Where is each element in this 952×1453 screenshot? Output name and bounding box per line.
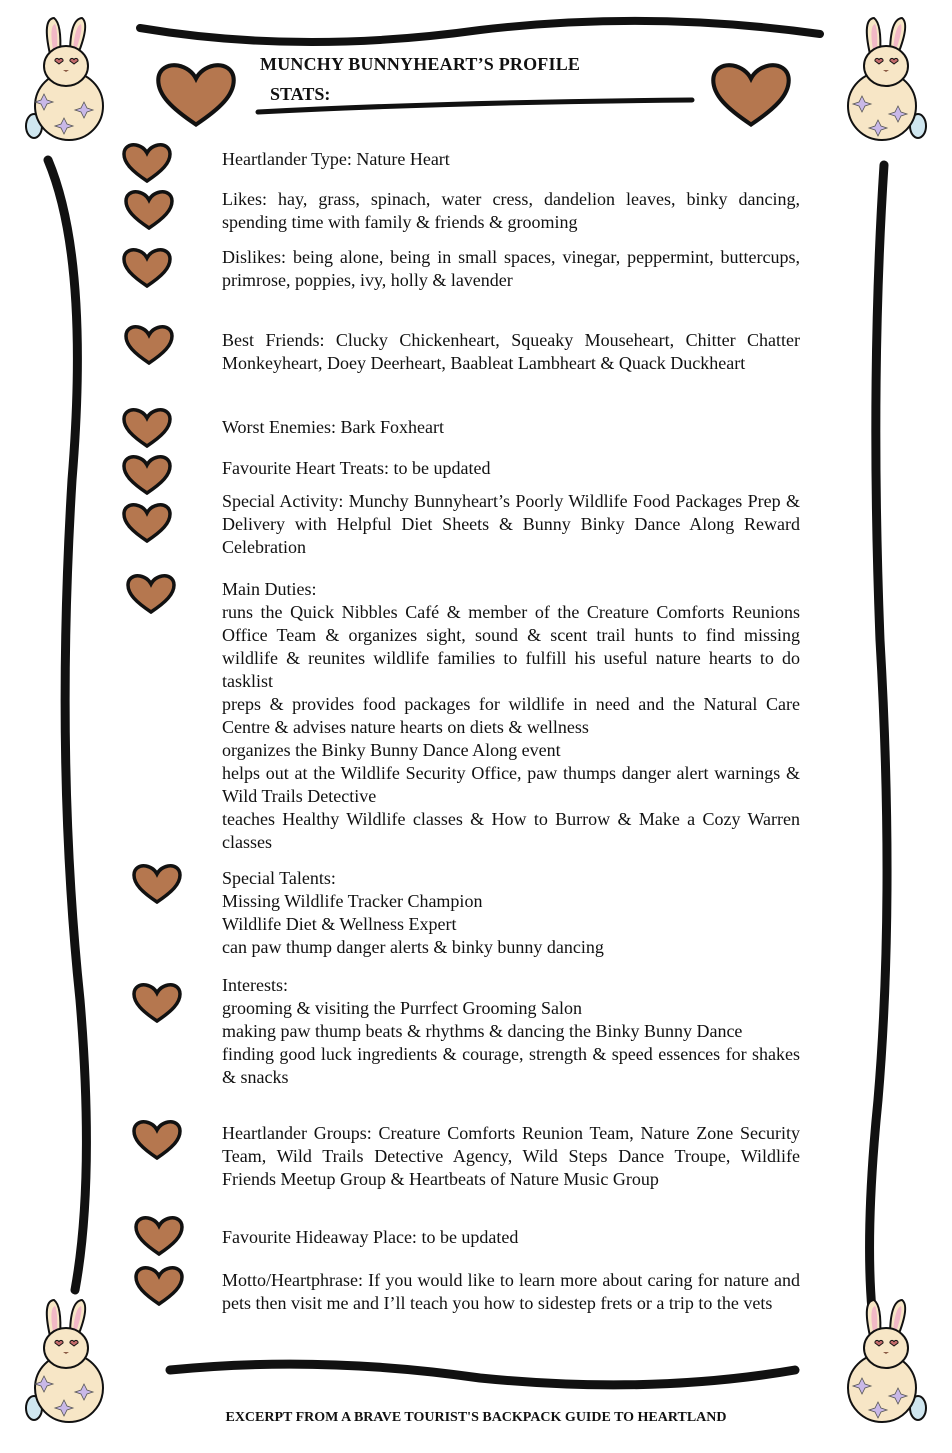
entry-text: Creature Comforts Reunion Team, Nature Zone Security Team, Wild Trails Detective Agency, Wild Steps Dance Troupe, Wildlife Friends Meetup Group & Heartbeats of Nature Music Group xyxy=(222,1123,800,1189)
entry-label: Dislikes: xyxy=(222,247,287,267)
entry-text: Bark Foxheart xyxy=(340,417,445,437)
entry-special-talents xyxy=(222,867,800,959)
bunny-illustration-bottom-right xyxy=(834,1296,934,1426)
entry-heartlander-type xyxy=(222,148,800,171)
heart-icon xyxy=(131,864,183,904)
heart-icon xyxy=(121,408,173,448)
entry-main-duties xyxy=(222,578,800,854)
heart-icon xyxy=(123,190,175,230)
section-label: Interests: xyxy=(222,975,288,995)
scroll-top-curl xyxy=(140,21,820,42)
bunny-illustration-bottom-left xyxy=(14,1296,114,1426)
entry-motto xyxy=(222,1269,800,1315)
interest-item: finding good luck ingredients & courage, strength & speed essences for shakes & snacks xyxy=(222,1044,800,1087)
bunny-illustration-top-left xyxy=(14,14,114,144)
footer-caption: EXCERPT FROM A BRAVE TOURIST'S BACKPACK GUIDE TO HEARTLAND xyxy=(225,1410,727,1425)
talent-item: Missing Wildlife Tracker Champion xyxy=(222,891,483,911)
heart-icon xyxy=(133,1266,185,1306)
entry-likes xyxy=(222,188,800,234)
duty-item: runs the Quick Nibbles Café & member of the Creature Comforts Reunions Office Team & organizes sight, sound & scent trail hunts to find missing wildlife & reunites wildlife families to fulfill his useful nature hearts to do tasklist xyxy=(222,602,800,691)
entry-text: being alone, being in small spaces, vinegar, peppermint, buttercups, primrose, poppies, ivy, holly & lavender xyxy=(222,247,800,290)
entry-label: Favourite Heart Treats: xyxy=(222,458,389,478)
entry-text: Munchy Bunnyheart’s Poorly Wildlife Food Packages Prep & Delivery with Helpful Diet Sheets & Bunny Binky Dance Along Reward Celebration xyxy=(222,491,801,557)
heart-icon xyxy=(125,574,177,614)
entry-worst-enemies xyxy=(222,416,800,439)
heart-icon xyxy=(133,1216,185,1256)
heart-icon xyxy=(121,143,173,183)
entry-dislikes xyxy=(222,246,800,292)
entry-text: to be updated xyxy=(421,1227,519,1247)
talent-item: Wildlife Diet & Wellness Expert xyxy=(222,914,457,934)
entry-text: If you would like to learn more about caring for nature and pets then visit me and I’ll teach you how to sidestep frets or a trip to the vets xyxy=(222,1270,801,1313)
heart-icon xyxy=(121,455,173,495)
entry-label: Worst Enemies: xyxy=(222,417,337,437)
entry-text: to be updated xyxy=(393,458,491,478)
heart-icon-header-left xyxy=(155,62,237,128)
entry-label: Heartlander Groups: xyxy=(222,1123,372,1143)
section-label: Main Duties: xyxy=(222,579,317,599)
entry-best-friends xyxy=(222,329,800,375)
heart-icon xyxy=(123,325,175,365)
interest-item: grooming & visiting the Purrfect Grooming Salon xyxy=(222,998,582,1018)
profile-title: MUNCHY BUNNYHEART’S PROFILE xyxy=(260,54,581,74)
entry-label: Heartlander Type: xyxy=(222,149,352,169)
entry-heartlander-groups xyxy=(222,1122,800,1191)
entry-text: Clucky Chickenheart, Squeaky Mouseheart, Chitter Chatter Monkeyheart, Doey Deerheart, Baableat Lambheart & Quack Duckheart xyxy=(222,330,801,373)
stats-label: STATS: xyxy=(270,84,331,104)
entry-hideaway xyxy=(222,1226,800,1249)
entry-special-activity xyxy=(222,490,800,559)
duty-item: organizes the Binky Bunny Dance Along event xyxy=(222,740,561,760)
section-label: Special Talents: xyxy=(222,868,336,888)
heart-icon xyxy=(131,983,183,1023)
heart-icon xyxy=(121,503,173,543)
entry-label: Best Friends: xyxy=(222,330,325,350)
entry-text: Nature Heart xyxy=(356,149,450,169)
entry-label: Motto/Heartphrase: xyxy=(222,1270,363,1290)
heart-icon xyxy=(121,248,173,288)
heart-icon xyxy=(131,1120,183,1160)
entry-text: hay, grass, spinach, water cress, dandelion leaves, binky dancing, spending time with family & friends & grooming xyxy=(222,189,801,232)
duty-item: helps out at the Wildlife Security Office, paw thumps danger alert warnings & Wild Trails Detective xyxy=(222,763,800,806)
duty-item: teaches Healthy Wildlife classes & How to Burrow & Make a Cozy Warren classes xyxy=(222,809,800,852)
entry-favourite-treats xyxy=(222,457,800,480)
duty-item: preps & provides food packages for wildlife in need and the Natural Care Centre & advises nature hearts on diets & wellness xyxy=(222,694,800,737)
entry-interests xyxy=(222,974,800,1089)
talent-item: can paw thump danger alerts & binky bunny dancing xyxy=(222,937,604,957)
entry-label: Likes: xyxy=(222,189,267,209)
entry-label: Special Activity: xyxy=(222,491,344,511)
interest-item: making paw thump beats & rhythms & dancing the Binky Bunny Dance xyxy=(222,1021,743,1041)
scroll-left-edge xyxy=(48,160,86,1290)
bunny-illustration-top-right xyxy=(834,14,934,144)
entry-label: Favourite Hideaway Place: xyxy=(222,1227,417,1247)
heart-icon-header-right xyxy=(710,62,792,128)
scroll-bottom-curl xyxy=(170,1364,795,1385)
scroll-right-edge xyxy=(870,165,887,1310)
